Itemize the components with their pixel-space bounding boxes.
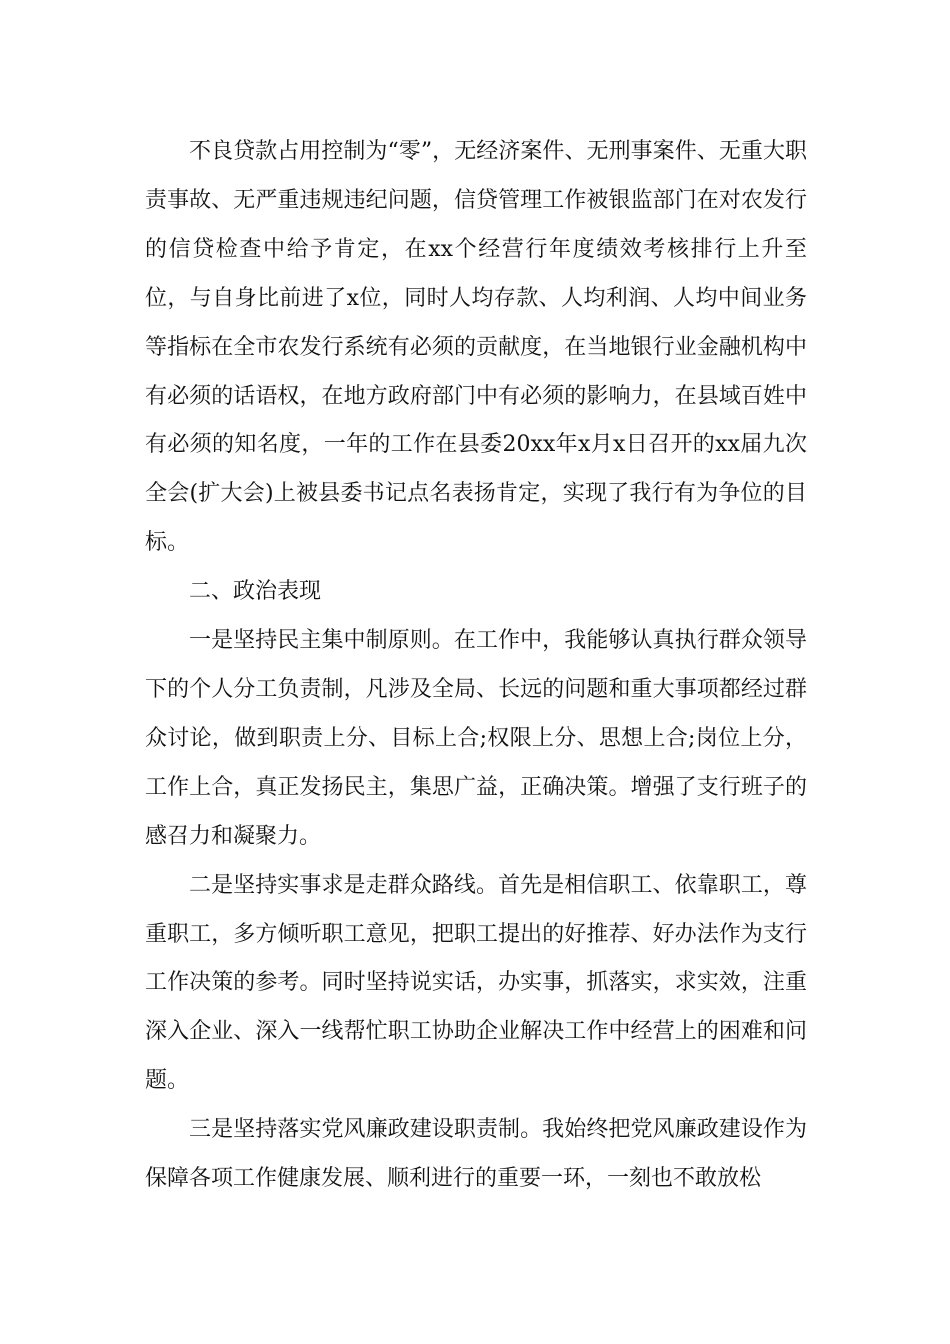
paragraph-mass-line: 二是坚持实事求是走群众路线。首先是相信职工、依靠职工，尊重职工，多方倾听职工意见，把职工提出的好推荐、好办法作为支行工作决策的参考。同时坚持说实话，办实事，抓落实，求实效，注重深入企业、深入一线帮忙职工协助企业解决工作中经营上的困难和问题。 bbox=[145, 872, 807, 1094]
section-heading-political-performance: 二、政治表现 bbox=[189, 579, 322, 605]
paragraph-integrity-responsibility: 三是坚持落实党风廉政建设职责制。我始终把党风廉政建设作为保障各项工作健康发展、顺利进行的重要一环，一刻也不敢放松 bbox=[145, 1117, 807, 1192]
paragraph-democratic-centralism: 一是坚持民主集中制原则。在工作中，我能够认真执行群众领导下的个人分工负责制，凡涉及全局、长远的问题和重大事项都经过群众讨论，做到职责上分、目标上合;权限上分、思想上合;岗位上分，工作上合，真正发扬民主，集思广益，正确决策。增强了支行班子的感召力和凝聚力。 bbox=[145, 628, 807, 849]
paragraph-performance-summary: 不良贷款占用控制为“零”，无经济案件、无刑事案件、无重大职责事故、无严重违规违纪问题，信贷管理工作被银监部门在对农发行的信贷检查中给予肯定，在xx个经营行年度绩效考核排行上升至位，与自身比前进了x位，同时人均存款、人均利润、人均中间业务等指标在全市农发行系统有必须的贡献度，在当地银行业金融机构中有必须的话语权，在地方政府部门中有必须的影响力，在县域百姓中有必须的知名度，一年的工作在县委20xx年x月x日召开的xx届九次全会(扩大会)上被县委书记点名表扬肯定，实现了我行有为争位的目标。 bbox=[145, 139, 807, 556]
document-body bbox=[145, 128, 807, 1204]
